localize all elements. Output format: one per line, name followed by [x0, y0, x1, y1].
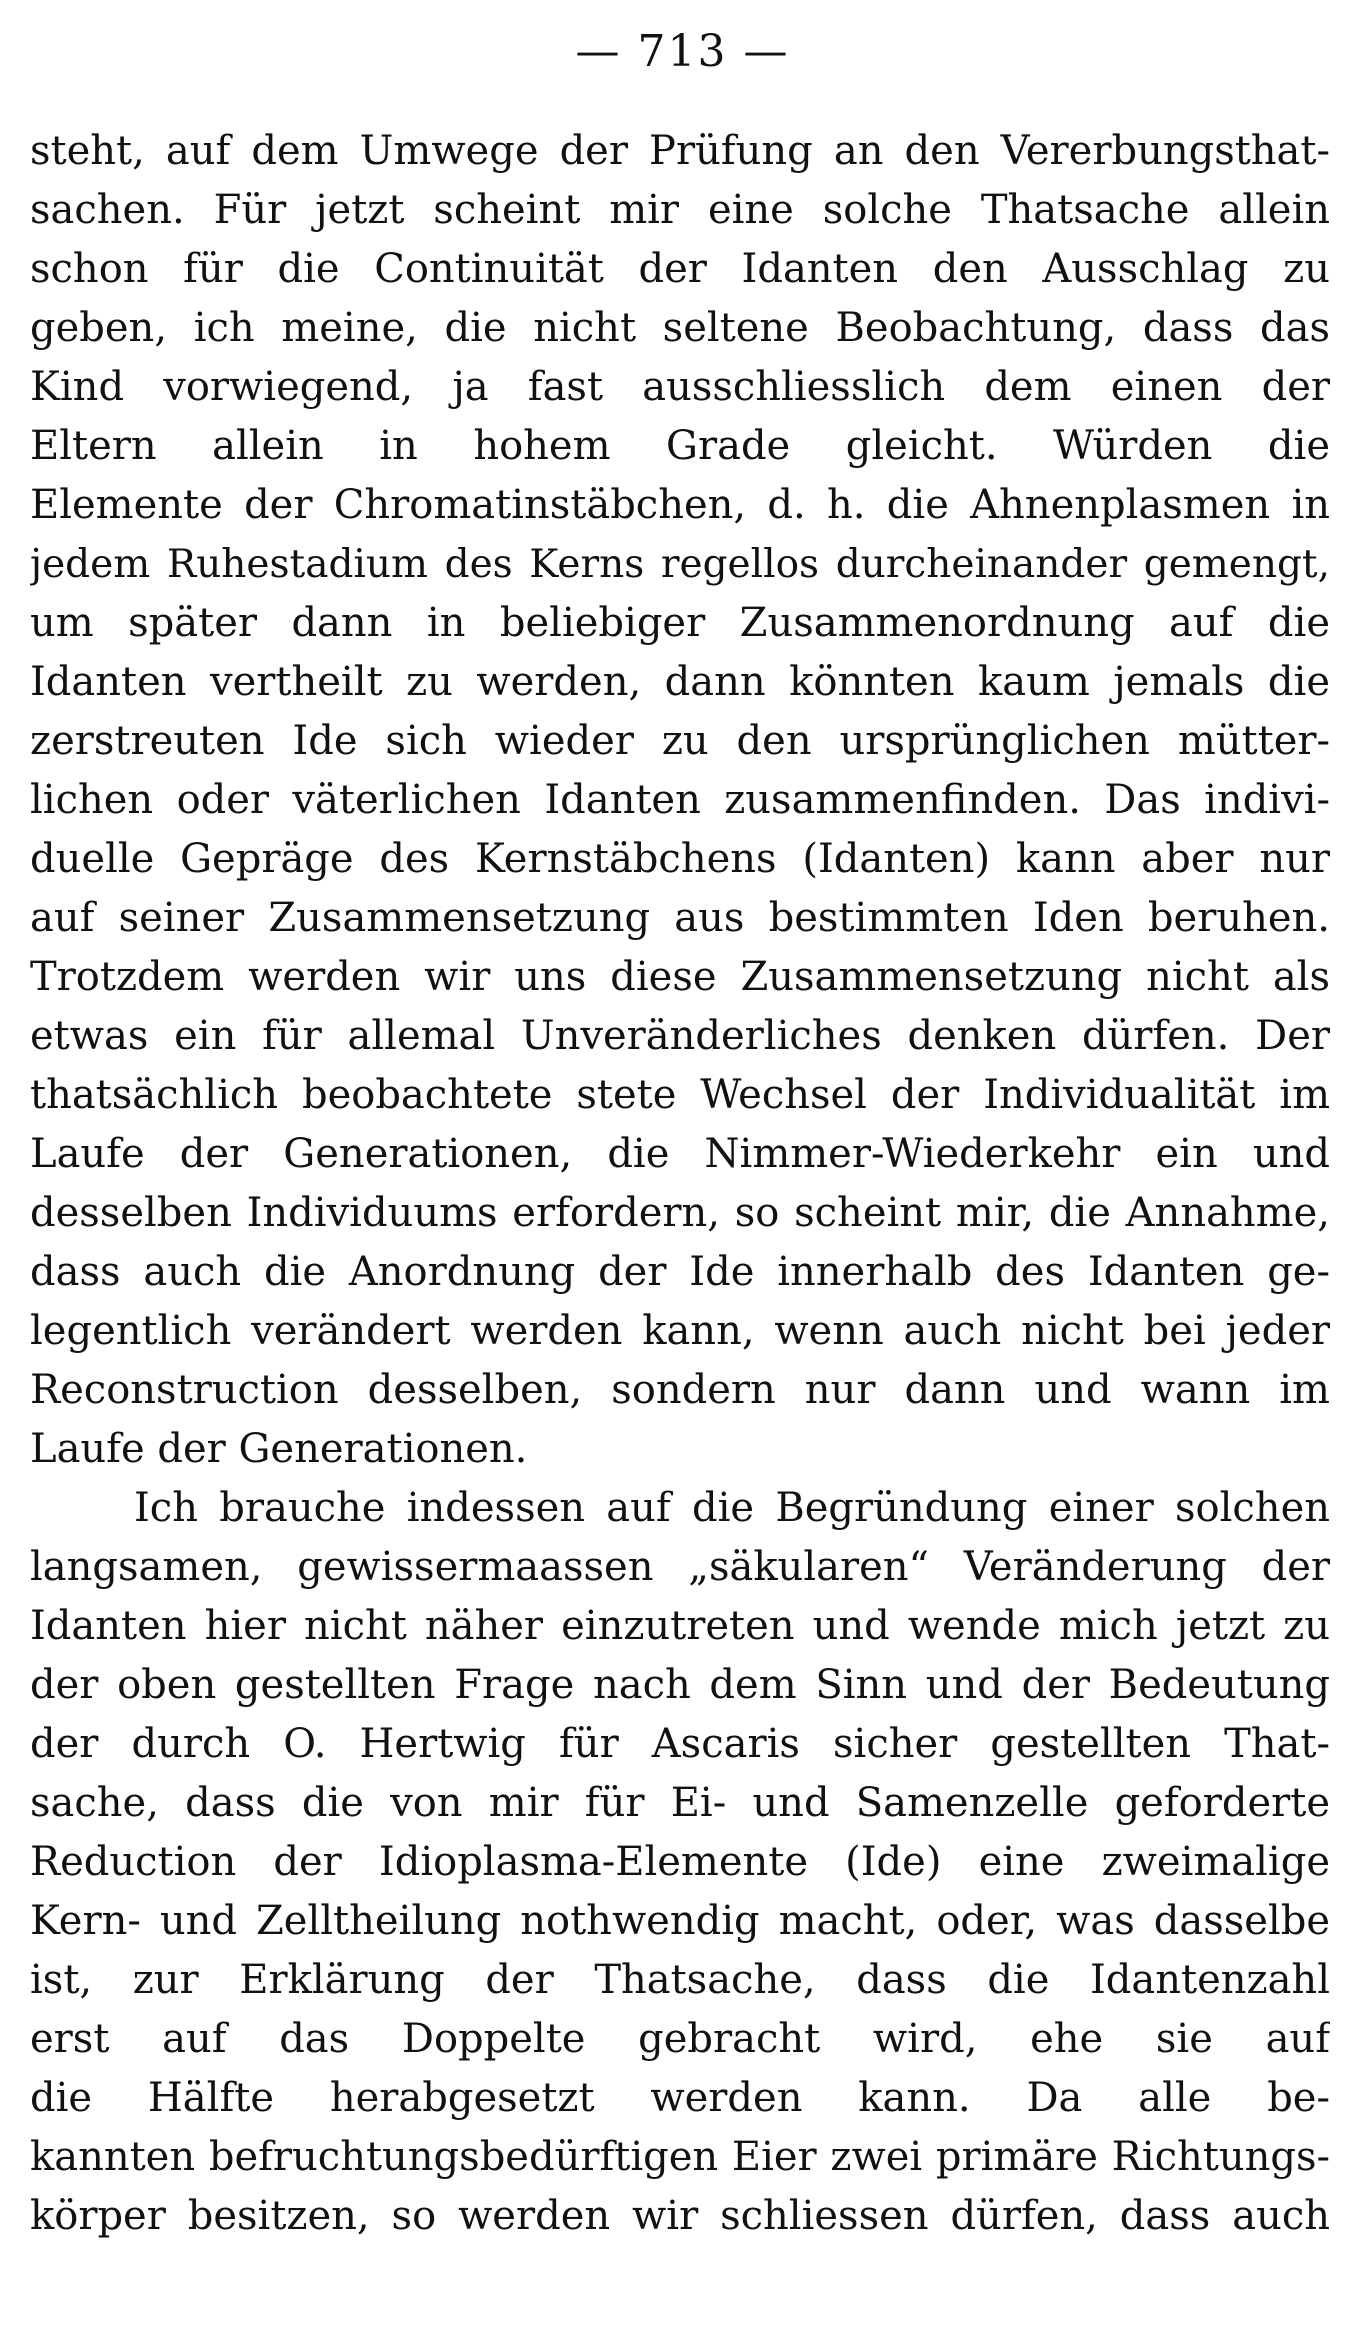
text-line: Laufe der Generationen. — [30, 1426, 528, 1472]
text-line: sachen. Für jetzt scheint mir eine solche Thatsache allein — [30, 187, 1330, 233]
text-line: ist, zur Erklärung der Thatsache, dass die Idantenzahl — [30, 1957, 1330, 2003]
text-line: der durch O. Hertwig für Ascaris sicher gestellten That- — [30, 1721, 1330, 1767]
text-line: die Hälfte herabgesetzt werden kann. Da alle be- — [30, 2075, 1330, 2121]
text-line: jedem Ruhestadium des Kerns regellos durcheinander gemengt, — [30, 542, 1330, 587]
body-text — [30, 122, 1330, 2246]
text-line: erst auf das Doppelte gebracht wird, ehe sie auf — [30, 2016, 1330, 2062]
text-line: kannten befruchtungsbedürftigen Eier zwei primäre Richtungs- — [30, 2134, 1330, 2180]
text-line: etwas ein für allemal Unveränderliches denken dürfen. Der — [30, 1013, 1330, 1059]
text-line: steht, auf dem Umwege der Prüfung an den Vererbungsthat- — [30, 128, 1330, 174]
text-line: thatsächlich beobachtete stete Wechsel der Individualität im — [30, 1072, 1330, 1118]
text-line: Idanten hier nicht näher einzutreten und wende mich jetzt zu — [30, 1603, 1330, 1649]
text-line: duelle Gepräge des Kernstäbchens (Idanten) kann aber nur — [30, 836, 1330, 882]
text-line: lichen oder väterlichen Idanten zusammenfinden. Das indivi- — [30, 777, 1330, 823]
text-line: legentlich verändert werden kann, wenn auch nicht bei jeder — [30, 1308, 1330, 1354]
text-line: Elemente der Chromatinstäbchen, d. h. die Ahnenplasmen in — [30, 482, 1330, 528]
text-line: schon für die Continuität der Idanten den Ausschlag zu — [30, 246, 1330, 292]
text-line: desselben Individuums erfordern, so scheint mir, die Annahme, — [30, 1190, 1330, 1236]
text-line: Ich brauche indessen auf die Begründung einer solchen — [134, 1485, 1330, 1531]
text-line: dass auch die Anordnung der Ide innerhalb des Idanten ge- — [30, 1249, 1330, 1295]
text-line: sache, dass die von mir für Ei- und Samenzelle geforderte — [30, 1780, 1330, 1826]
text-line: langsamen, gewissermaassen „säkularen“ Veränderung der — [30, 1544, 1330, 1590]
text-line: der oben gestellten Frage nach dem Sinn und der Bedeutung — [30, 1662, 1330, 1708]
text-line: Laufe der Generationen, die Nimmer-Wiederkehr ein und — [30, 1131, 1330, 1177]
text-line: auf seiner Zusammensetzung aus bestimmten Iden beruhen. — [30, 895, 1330, 941]
text-line: körper besitzen, so werden wir schliessen dürfen, dass auch — [30, 2193, 1330, 2239]
text-line: geben, ich meine, die nicht seltene Beobachtung, dass das — [30, 305, 1330, 351]
text-line: Idanten vertheilt zu werden, dann könnten kaum jemals die — [30, 659, 1330, 705]
text-line: um später dann in beliebiger Zusammenordnung auf die — [30, 600, 1330, 646]
text-line: Trotzdem werden wir uns diese Zusammensetzung nicht als — [30, 954, 1330, 1000]
text-line: Eltern allein in hohem Grade gleicht. Würden die — [30, 423, 1330, 469]
text-line: Kind vorwiegend, ja fast ausschliesslich dem einen der — [30, 364, 1330, 410]
text-line: zerstreuten Ide sich wieder zu den ursprünglichen mütter- — [30, 718, 1330, 764]
text-line: Reduction der Idioplasma-Elemente (Ide) eine zweimalige — [30, 1839, 1330, 1885]
text-line: Kern- und Zelltheilung nothwendig macht, oder, was dasselbe — [30, 1898, 1330, 1944]
page-number: — 713 — — [575, 26, 790, 77]
text-line: Reconstruction desselben, sondern nur dann und wann im — [30, 1367, 1330, 1413]
